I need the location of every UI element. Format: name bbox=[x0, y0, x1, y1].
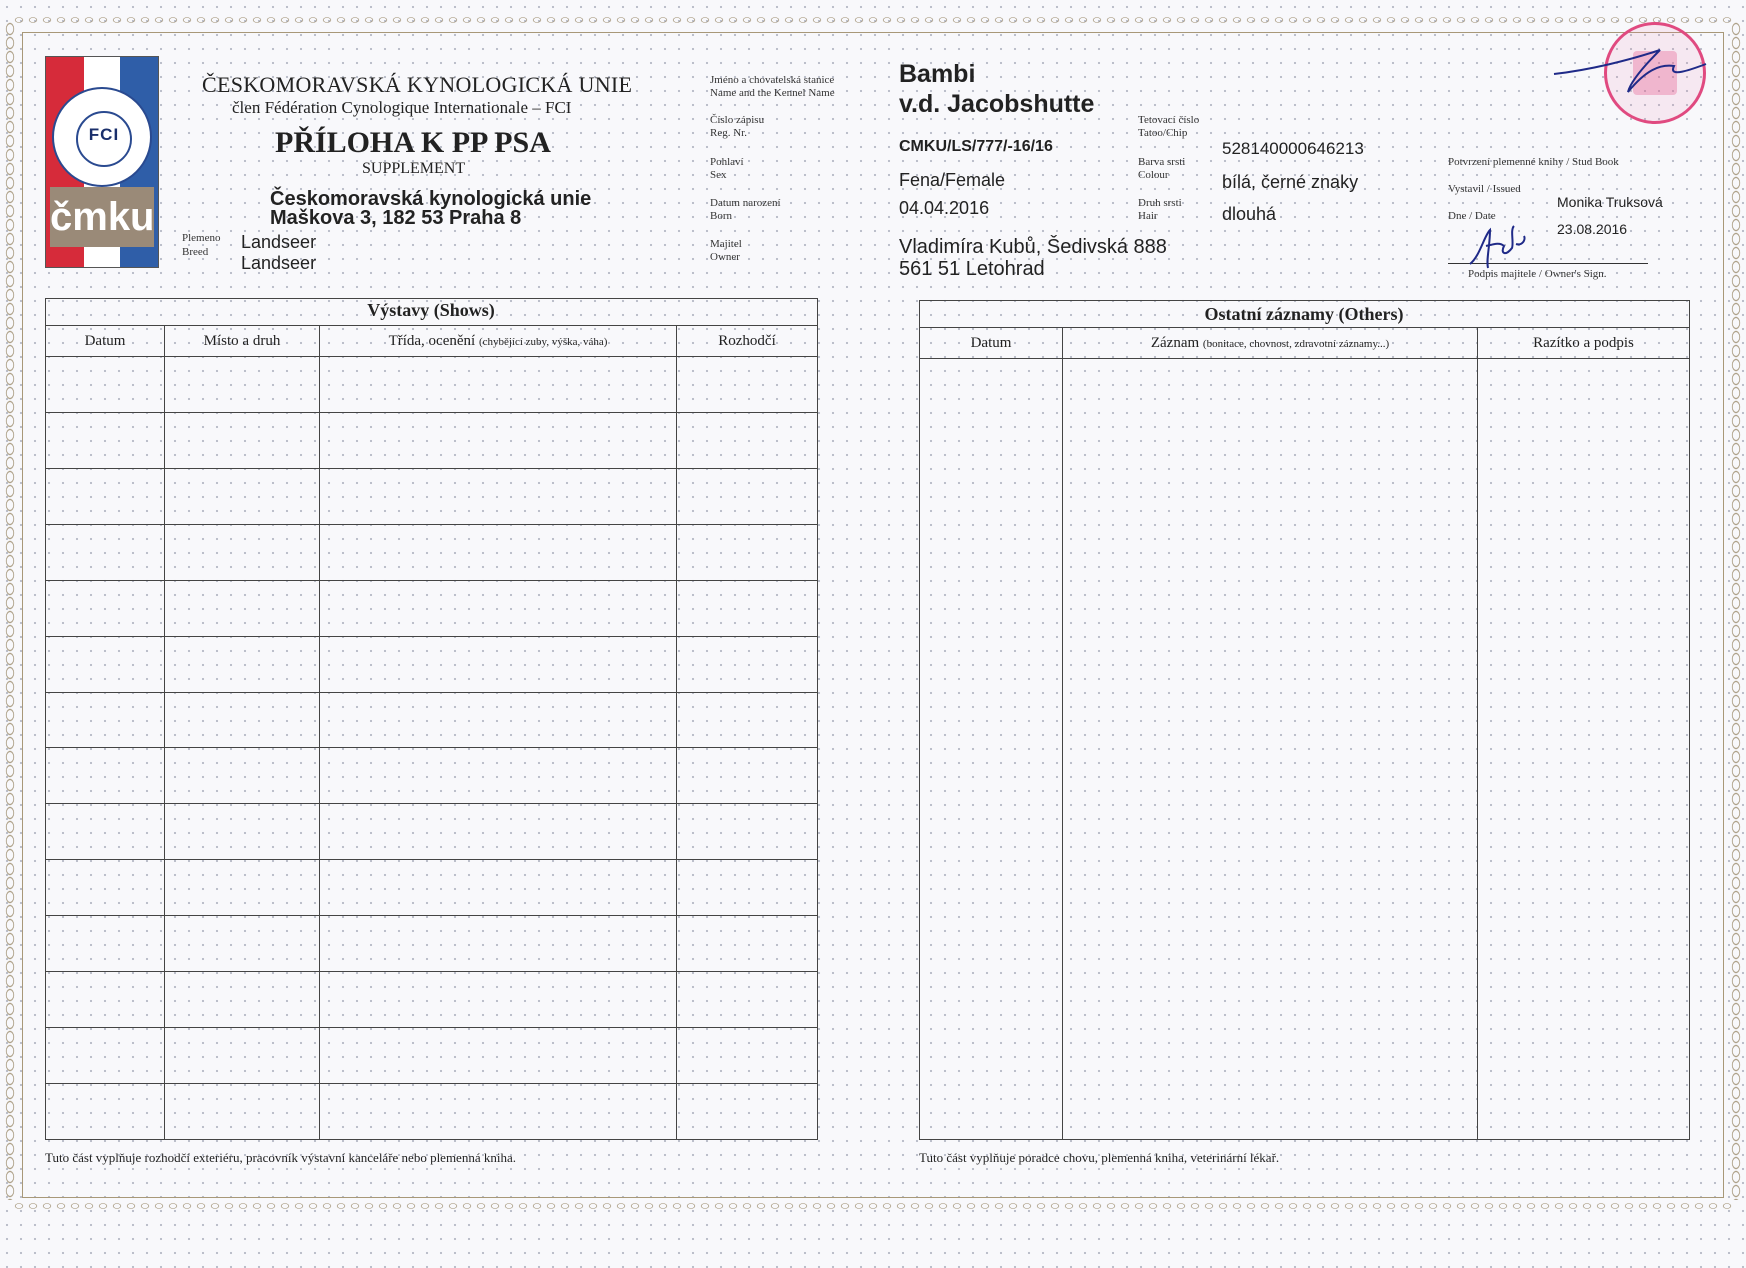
table-row bbox=[46, 916, 818, 972]
breed-label-cz: Plemeno bbox=[182, 232, 221, 244]
label-owner-cz: Majitel bbox=[710, 238, 742, 250]
table-row bbox=[46, 468, 818, 524]
label-chip-en: Tatoo/Chip bbox=[1138, 127, 1188, 139]
table-row bbox=[920, 359, 1690, 1140]
border-bottom bbox=[12, 1200, 1734, 1212]
label-hair-en: Hair bbox=[1138, 210, 1158, 222]
table-row bbox=[46, 972, 818, 1028]
shows-col-class-note: (chybějící zuby, výška, váha) bbox=[478, 335, 608, 348]
fci-member-text: člen Fédération Cynologique Internationale – FCI bbox=[232, 98, 572, 117]
breed-value-2: Landseer bbox=[241, 253, 317, 273]
shows-col-class bbox=[320, 326, 677, 357]
label-name-cz: Jméno a chovatelská stanice bbox=[710, 74, 835, 86]
table-row bbox=[46, 1083, 818, 1139]
studbook-issued-label: Vystavil / Issued bbox=[1448, 183, 1521, 195]
studbook-date-label: Dne / Date bbox=[1448, 210, 1496, 222]
border-top bbox=[12, 14, 1734, 26]
label-hair-cz: Druh srsti bbox=[1138, 197, 1182, 209]
issuer-address: Maškova 3, 182 53 Praha 8 bbox=[270, 207, 522, 229]
cmku-logo-text: čmku bbox=[50, 187, 154, 247]
owner-sign-label: Podpis majitele / Owner's Sign. bbox=[1468, 268, 1607, 280]
label-sex-cz: Pohlaví bbox=[710, 156, 744, 168]
org-name: ČESKOMORAVSKÁ KYNOLOGICKÁ UNIE bbox=[202, 72, 633, 97]
fci-emblem bbox=[52, 87, 152, 187]
shows-footnote: Tuto část vyplňuje rozhodčí exteriéru, pracovník výstavní kanceláře nebo plemenná kniha. bbox=[45, 1150, 516, 1165]
label-colour-cz: Barva srsti bbox=[1138, 156, 1186, 168]
doc-title: PŘÍLOHA K PP PSA bbox=[275, 126, 551, 159]
issuer-name: Českomoravská kynologická unie bbox=[270, 188, 592, 210]
table-row bbox=[46, 524, 818, 580]
issuer-signature bbox=[1550, 30, 1710, 120]
dog-owner-line2: 561 51 Letohrad bbox=[899, 258, 1045, 280]
shows-col-judge: Rozhodčí bbox=[677, 326, 818, 357]
others-col-stamp: Razítko a podpis bbox=[1478, 328, 1690, 359]
label-colour-en: Colour bbox=[1138, 169, 1169, 181]
dog-born: 04.04.2016 bbox=[899, 198, 990, 218]
label-chip-cz: Tetovací číslo bbox=[1138, 114, 1200, 126]
table-row bbox=[46, 412, 818, 468]
table-row bbox=[46, 357, 818, 413]
label-reg-cz: Číslo zápisu bbox=[710, 114, 765, 126]
studbook-date-value: 23.08.2016 bbox=[1557, 221, 1628, 237]
border-left bbox=[4, 22, 16, 1200]
dog-chip: 528140000646213 bbox=[1222, 139, 1364, 158]
dog-name-line2: v.d. Jacobshutte bbox=[899, 90, 1095, 118]
studbook-issued-value: Monika Truksová bbox=[1557, 194, 1663, 210]
border-right bbox=[1730, 22, 1742, 1200]
table-row bbox=[46, 692, 818, 748]
others-table bbox=[919, 300, 1690, 1140]
others-col-record-note: (bonitace, chovnost, zdravotní záznamy...) bbox=[1202, 337, 1390, 350]
table-row bbox=[46, 636, 818, 692]
others-table-title: Ostatní záznamy (Others) bbox=[1204, 304, 1404, 324]
fci-logo-text: FCI bbox=[88, 125, 120, 144]
others-col-record-label: Záznam bbox=[1150, 334, 1200, 351]
others-col-date: Datum bbox=[920, 328, 1063, 359]
table-row bbox=[46, 860, 818, 916]
others-col-record bbox=[1063, 328, 1478, 359]
shows-col-place: Místo a druh bbox=[165, 326, 320, 357]
dog-reg-nr: CMKU/LS/777/-16/16 bbox=[899, 138, 1053, 155]
shows-col-date: Datum bbox=[46, 326, 165, 357]
table-row bbox=[46, 804, 818, 860]
owner-signature bbox=[1460, 216, 1560, 276]
dog-name-line1: Bambi bbox=[899, 60, 976, 88]
dog-owner-line1: Vladimíra Kubů, Šedivská 888 bbox=[899, 236, 1167, 258]
table-row bbox=[46, 580, 818, 636]
dog-hair: dlouhá bbox=[1222, 204, 1277, 224]
label-name-en: Name and the Kennel Name bbox=[710, 87, 835, 99]
cmku-fci-logo bbox=[45, 56, 159, 268]
doc-subtitle: SUPPLEMENT bbox=[362, 160, 466, 177]
shows-table bbox=[45, 298, 818, 1140]
label-born-en: Born bbox=[710, 210, 732, 222]
shows-table-title: Výstavy (Shows) bbox=[367, 300, 495, 320]
table-row bbox=[46, 1028, 818, 1084]
label-reg-en: Reg. Nr. bbox=[710, 127, 747, 139]
label-born-cz: Datum narození bbox=[710, 197, 781, 209]
breed-label-en: Breed bbox=[182, 246, 209, 258]
others-footnote: Tuto část vyplňuje poradce chovu, plemenná kniha, veterinární lékař. bbox=[919, 1150, 1280, 1165]
shows-col-class-label: Třída, ocenění bbox=[388, 332, 476, 349]
dog-colour: bílá, černé znaky bbox=[1222, 172, 1359, 192]
breed-value-1: Landseer bbox=[241, 232, 317, 252]
label-owner-en: Owner bbox=[710, 251, 740, 263]
label-sex-en: Sex bbox=[710, 169, 727, 181]
table-row bbox=[46, 748, 818, 804]
dog-sex: Fena/Female bbox=[899, 170, 1006, 190]
studbook-confirm-label: Potvrzení plemenné knihy / Stud Book bbox=[1448, 156, 1619, 168]
